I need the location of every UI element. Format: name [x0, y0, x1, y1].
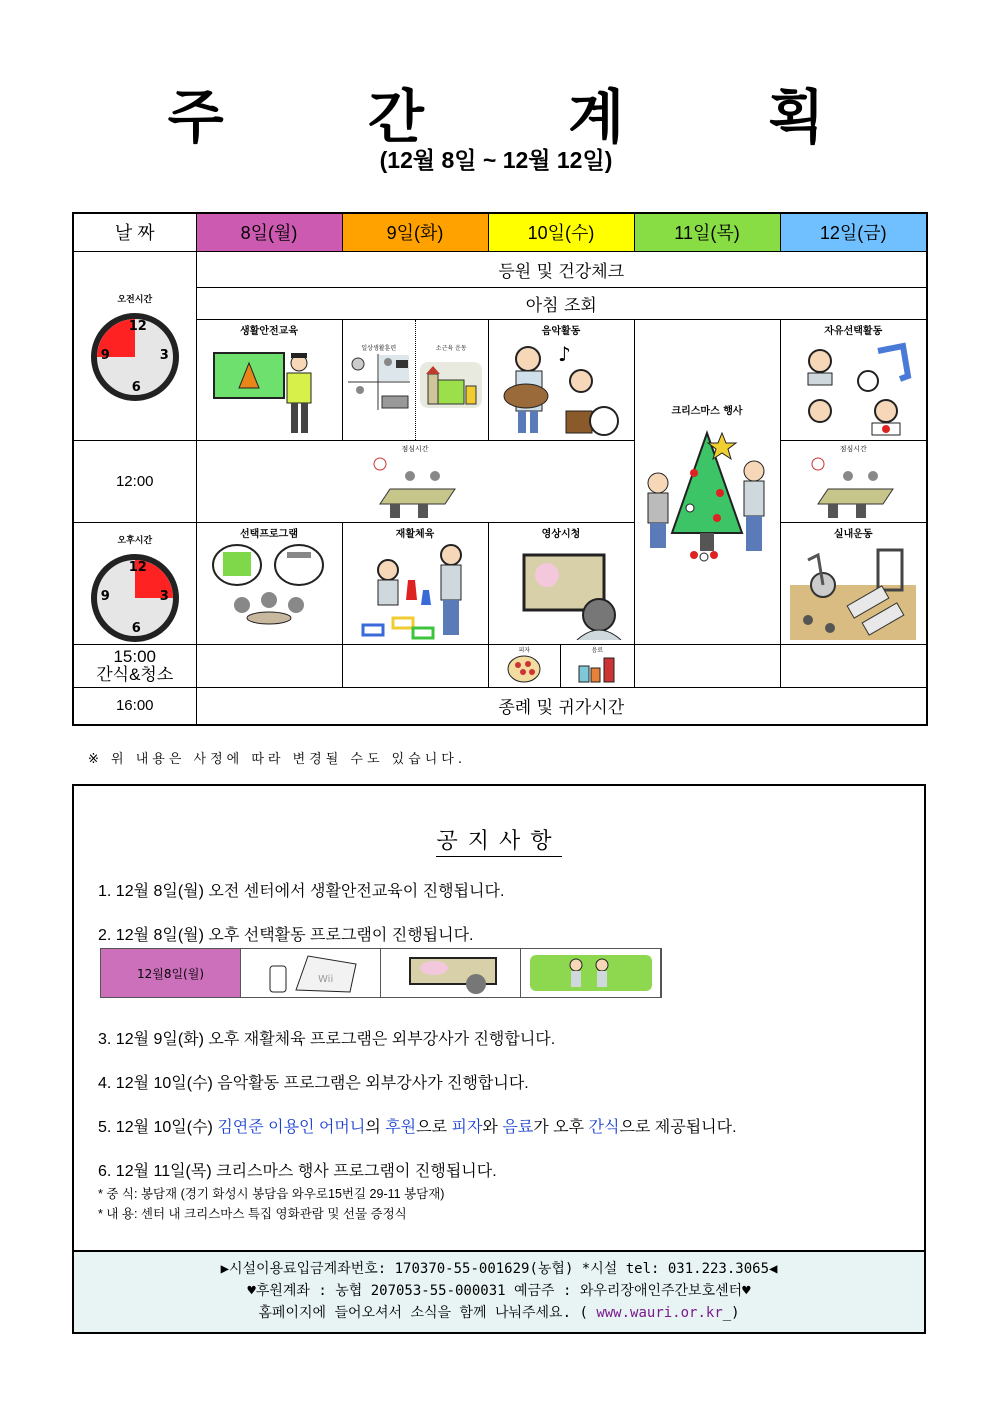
lunch-time-fri: 점심시간 — [780, 440, 927, 522]
day-wed: 10일(수) — [488, 213, 634, 251]
pizza-icon — [506, 654, 542, 684]
homepage-line: 홈페이지에 들어오셔서 소식을 함께 나눠주세요. ( www.wauri.or.kr_) — [258, 1305, 740, 1321]
choice-program-icon — [197, 540, 342, 640]
weekly-schedule-table — [72, 212, 928, 726]
date-range: (12월 8일 ~ 12월 12일) — [379, 147, 613, 173]
notice-box — [72, 784, 926, 1334]
indoor-exercise-icon — [781, 540, 927, 640]
morning-clock-icon: 12 3 6 9 — [91, 313, 179, 401]
notice-item-5: 5. 12월 10일(수) 김연준 이용인 어머니의 후원으로 피자와 음료가 오후 간식으로 제공됩니다. — [98, 1119, 737, 1136]
notice-item-2: 2. 12월 8일(월) 오후 선택활동 프로그램이 진행됩니다. — [98, 927, 474, 944]
day-thu: 11일(목) — [634, 213, 780, 251]
program-wii-game — [241, 949, 381, 997]
morning-label: 오전시간 — [117, 294, 153, 305]
closing-cell: 종례 및 귀가시간 — [196, 687, 927, 725]
pizza-snack: 피자 — [489, 645, 562, 687]
notice-item-6: 6. 12월 11일(목) 크리스마스 행사 프로그램이 진행됩니다. — [98, 1163, 497, 1180]
fee-account-line: ▶시설이용료입금계좌번호: 170370-55-001629(농협) *시설 tel: 031.223.3065◀ — [220, 1261, 778, 1277]
activity-wed-afternoon: 영상시청 — [488, 522, 634, 644]
free-choice-activity-icon — [781, 341, 927, 436]
drink-icon — [577, 654, 617, 684]
notice-item-6-content: * 내 용: 센터 내 크리스마스 특집 영화관람 및 선물 증정식 — [98, 1207, 407, 1221]
header-row — [73, 213, 927, 251]
lunch-time-cell: 점심시간 — [196, 440, 634, 522]
activity-fri-afternoon: 실내운동 — [780, 522, 927, 644]
rehab-exercise-icon — [343, 540, 488, 640]
activity-tue-afternoon: 재활체육 — [342, 522, 488, 644]
safety-education-icon — [197, 343, 342, 438]
footer-info — [74, 1250, 924, 1332]
activity-thu-christmas: 크리스마스 행사 — [634, 319, 780, 644]
program-strip — [100, 948, 662, 998]
activity-wed-morning: 음악활동 ♪ — [488, 319, 634, 440]
snack-fri — [634, 644, 780, 687]
afternoon-time-cell — [73, 522, 196, 644]
activity-mon-morning: 생활안전교육 — [196, 319, 342, 440]
homepage-link[interactable]: www.wauri.or.kr — [596, 1305, 723, 1321]
fine-motor-exercise: 소근육 운동 — [415, 343, 488, 416]
notice-title: 공지사항 — [74, 824, 924, 855]
program-strip-date: 12월8일(월) — [101, 949, 241, 997]
music-activity-icon — [489, 341, 634, 436]
donation-account-line: ♥후원계좌 : 농협 207053-55-000031 예금주 : 와우리장애인주간보호센터♥ — [247, 1283, 751, 1299]
afternoon-clock-icon: 12 3 6 9 — [91, 554, 179, 642]
snack-wed — [488, 644, 634, 687]
day-fri: 12일(금) — [780, 213, 927, 251]
svg-text:Wii: Wii — [317, 974, 333, 985]
snack-time-cell: 15:00 간식&청소 — [73, 644, 196, 687]
program-walk — [521, 949, 661, 997]
notice-item-3: 3. 12월 9일(화) 오후 재활체육 프로그램은 외부강사가 진행합니다. — [98, 1031, 556, 1048]
date-header: 날 짜 — [73, 213, 196, 251]
morning-time-cell — [73, 251, 196, 440]
activity-mon-afternoon: 선택프로그램 — [196, 522, 342, 644]
program-video — [381, 949, 521, 997]
wii-icon — [256, 952, 366, 994]
day-mon: 8일(월) — [196, 213, 342, 251]
notice-item-1: 1. 12월 8일(월) 오전 센터에서 생활안전교육이 진행됩니다. — [98, 883, 505, 900]
drink-snack: 음료 — [561, 645, 634, 687]
video-icon — [396, 952, 506, 994]
video-watching-icon — [489, 540, 634, 640]
noon-time-cell: 12:00 — [73, 440, 196, 522]
page-title: 주 간 계 획 — [167, 83, 887, 151]
lunch-icon — [197, 454, 634, 519]
arrival-health-check: 등원 및 건강체크 — [196, 251, 927, 287]
activity-fri-morning: 자유선택활동 — [780, 319, 927, 440]
walk-icon — [526, 951, 656, 995]
activity-tue-morning — [342, 319, 488, 440]
afternoon-label: 오후시간 — [117, 535, 153, 546]
christmas-tree-icon — [635, 423, 780, 563]
end-time-cell: 16:00 — [73, 687, 196, 725]
daily-living-training: 일상생활훈련 — [343, 343, 416, 416]
snack-mon — [196, 644, 342, 687]
snack-tue — [342, 644, 488, 687]
svg-text:♪: ♪ — [558, 341, 571, 366]
day-tue: 9일(화) — [342, 213, 488, 251]
notice-item-4: 4. 12월 10일(수) 음악활동 프로그램은 외부강사가 진행합니다. — [98, 1075, 529, 1092]
lunch-icon — [781, 454, 927, 519]
morning-assembly: 아침 조회 — [196, 287, 927, 319]
notice-item-6-place: * 중 식: 봉담재 (경기 화성시 봉담읍 와우로15번길 29-11 봉담재) — [98, 1187, 445, 1201]
change-notice: ※ 위 내용은 사정에 따라 변경될 수도 있습니다. — [88, 752, 466, 767]
